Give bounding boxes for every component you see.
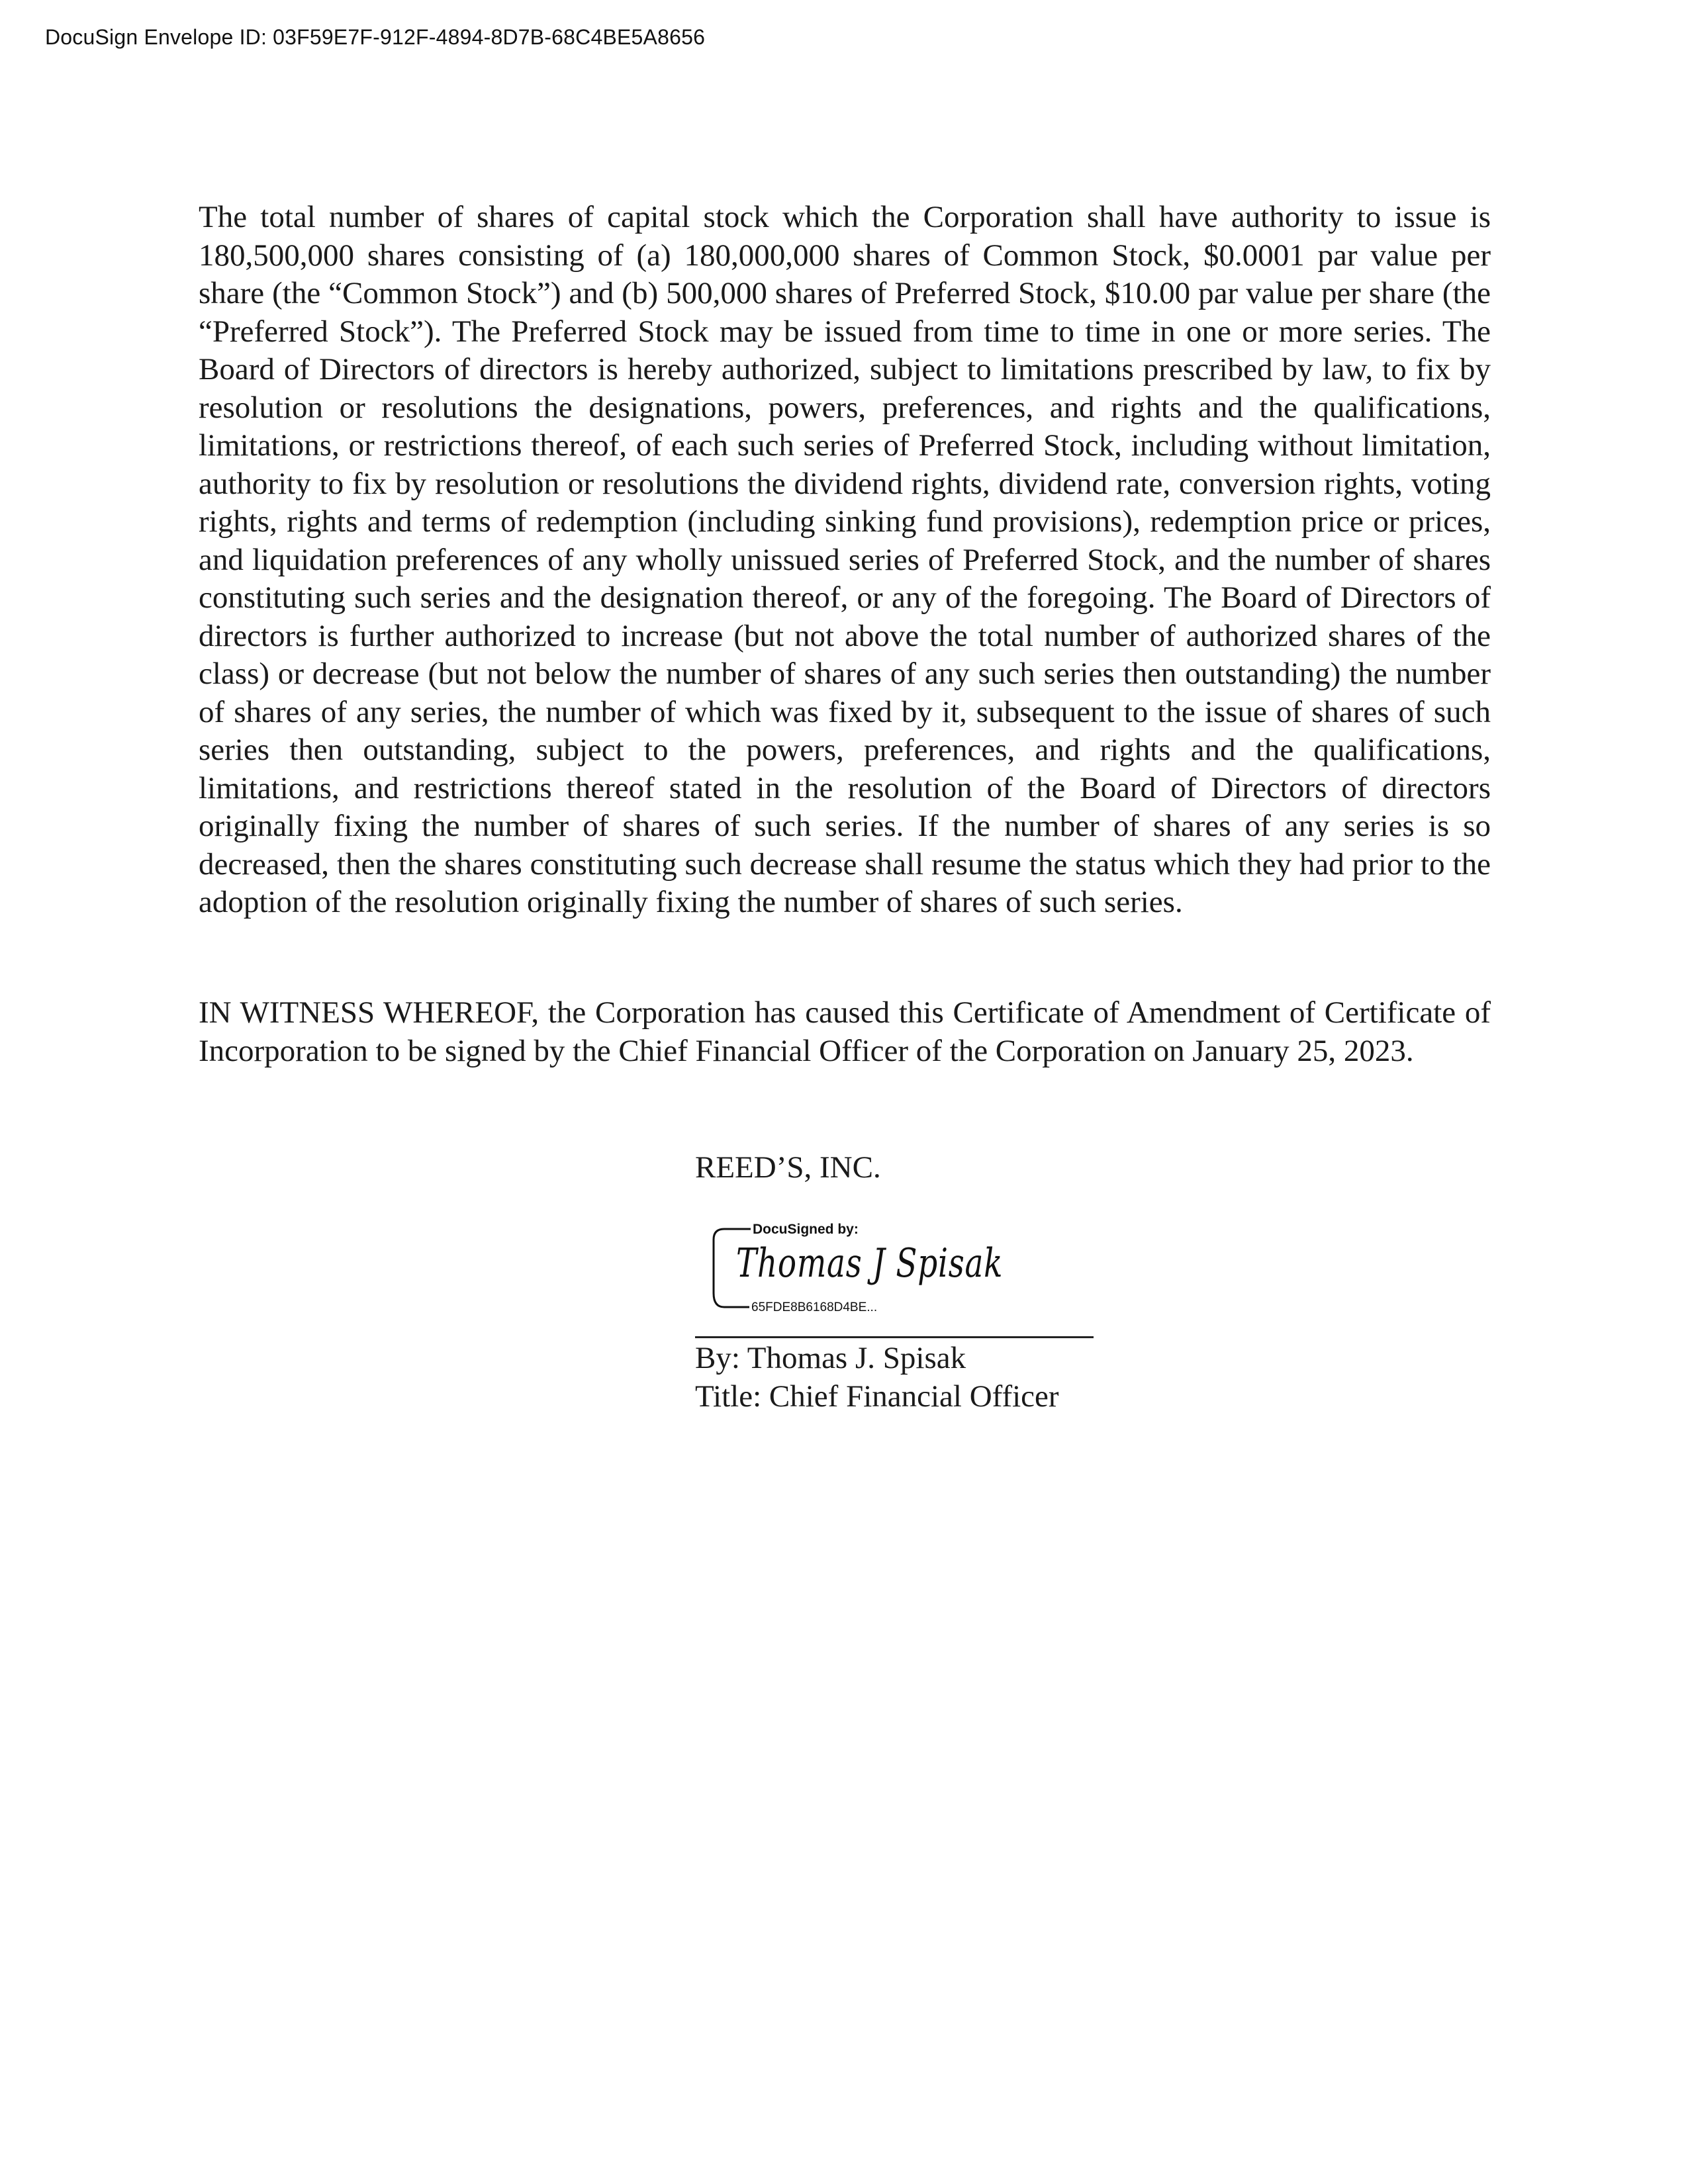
signature-hash: 65FDE8B6168D4BE... — [749, 1300, 879, 1315]
witness-paragraph: IN WITNESS WHEREOF, the Corporation has caused this Certificate of Amendment of Certificate of Incorporation to be signed by the Chief Financial Officer of the Corporation on January 25, 2023. — [199, 995, 1491, 1068]
signer-name: By: Thomas J. Spisak — [695, 1341, 966, 1375]
envelope-id-header: DocuSign Envelope ID: 03F59E7F-912F-4894-8D7B-68C4BE5A8656 — [45, 25, 706, 49]
authorized-shares-paragraph: The total number of shares of capital stock which the Corporation shall have authority to issue is 180,500,000 shares consisting of (a) 180,000,000 shares of Common Stock, $0.0001 par value per share (the “Common Stock”) and (b) 500,000 shares of Preferred Stock, $10.00 par value per share (the “Preferred Stock”). The Preferred Stock may be issued from time to time in one or more series. The Board of Directors of directors is hereby authorized, subject to limitations prescribed by law, to fix by resolution or resolutions the designations, powers, preferences, and rights and the qualifications, limitations, or restrictions thereof, of each such series of Preferred Stock, including without limitation, authority to fix by resolution or resolutions the dividend rights, dividend rate, conversion rights, voting rights, rights and terms of redemption (including sinking fund provisions), redemption price or prices, and liquidation preferences of any wholly unissued series of Preferred Stock, and the number of shares constituting such series and the designation thereof, or any of the foregoing. The Board of Directors of directors is further authorized to increase (but not above the total number of authorized shares of the class) or decrease (but not below the number of shares of any such series then outstanding) the number of shares of any series, the number of which was fixed by it, subsequent to the issue of shares of such series then outstanding, subject to the powers, preferences, and rights and the qualifications, limitations, and restrictions thereof stated in the resolution of the Board of Directors of directors originally fixing the number of shares of such series. If the number of shares of any series is so decreased, then the shares constituting such decrease shall resume the status which they had prior to the adoption of the resolution originally fixing the number of shares of such series. — [199, 200, 1491, 919]
company-name: REED’S, INC. — [695, 1150, 881, 1185]
signature-line — [695, 1336, 1094, 1338]
docusigned-by-label: DocuSigned by: — [751, 1222, 861, 1238]
handwritten-signature: Thomas J Spisak — [736, 1240, 1004, 1287]
signer-title: Title: Chief Financial Officer — [695, 1379, 1059, 1414]
docusign-signature-block — [706, 1215, 1004, 1316]
